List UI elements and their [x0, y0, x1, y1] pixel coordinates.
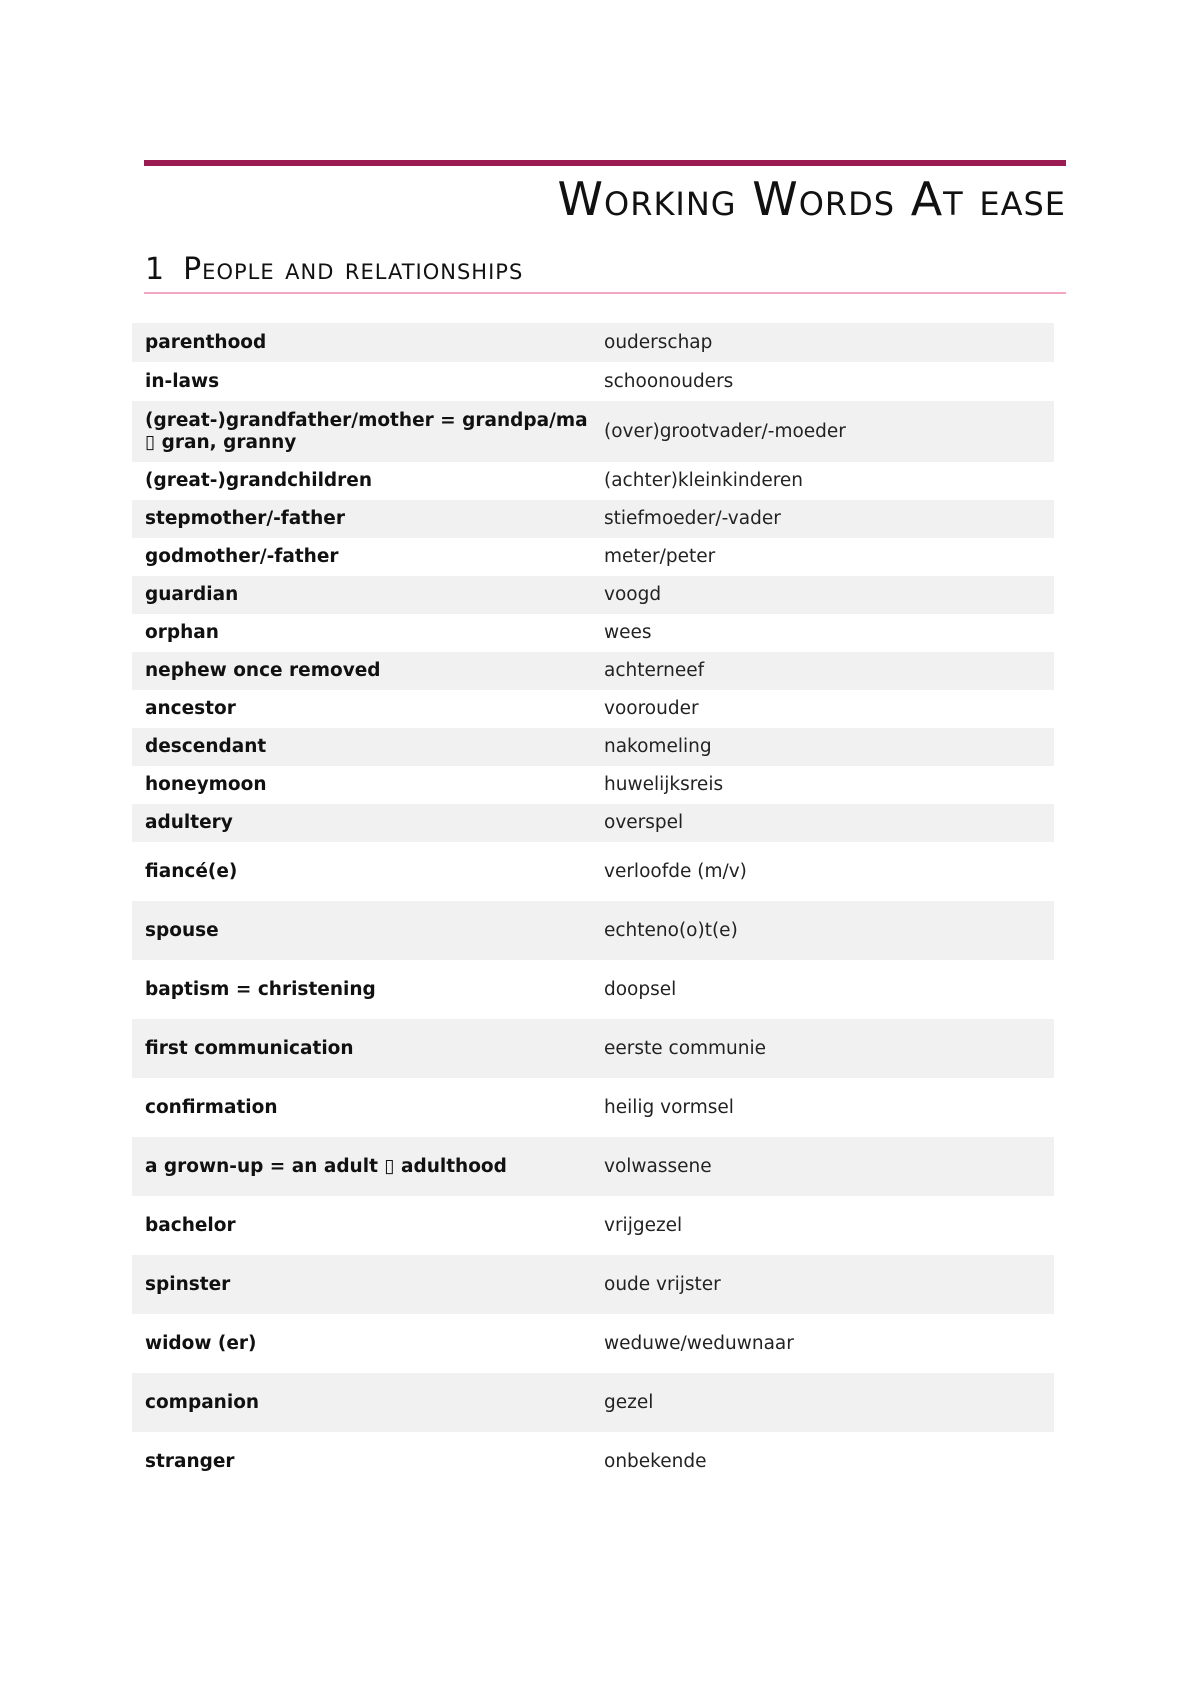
vocabulary-row [132, 614, 1054, 652]
vocabulary-row [132, 690, 1054, 728]
english-term: widow (er) [145, 1332, 257, 1354]
english-term: honeymoon [145, 774, 267, 795]
english-term: adultery [132, 804, 591, 842]
vocabulary-row [132, 1196, 1054, 1255]
vocabulary-row [132, 1314, 1054, 1373]
dutch-translation: achterneef [591, 652, 1054, 690]
vocabulary-row [132, 1432, 1054, 1491]
english-term: bachelor [145, 1214, 236, 1236]
english-term: (great-)grandchildren [145, 470, 372, 491]
section-rule [144, 292, 1066, 294]
dutch-translation: onbekende [604, 1450, 707, 1472]
english-term: ancestor [145, 698, 236, 719]
dutch-translation: stiefmoeder/-vader [591, 500, 1054, 538]
title-rule [144, 160, 1066, 166]
english-term: stepmother/-father [132, 500, 591, 538]
vocabulary-row [132, 576, 1054, 614]
dutch-translation: (achter)kleinkinderen [604, 470, 804, 491]
vocabulary-row [132, 766, 1054, 804]
dutch-translation: eerste communie [591, 1019, 1054, 1078]
vocabulary-row [132, 1137, 1054, 1196]
vocabulary-row [132, 1255, 1054, 1314]
vocabulary-row [132, 901, 1054, 960]
english-term: baptism = christening [145, 978, 376, 1000]
vocabulary-row [132, 538, 1054, 576]
dutch-translation: wees [604, 622, 652, 643]
vocabulary-row [132, 1373, 1054, 1432]
vocabulary-row [132, 960, 1054, 1019]
dutch-translation: voogd [591, 576, 1054, 614]
vocabulary-row [132, 652, 1054, 690]
dutch-translation: voorouder [604, 698, 699, 719]
english-term: in-laws [145, 370, 220, 392]
dutch-translation: oude vrijster [591, 1255, 1054, 1314]
dutch-translation: ouderschap [591, 323, 1054, 362]
english-term: orphan [145, 622, 219, 643]
english-term: descendant [132, 728, 591, 766]
vocabulary-row [132, 401, 1054, 462]
dutch-translation: verloofde (m/v) [604, 860, 747, 882]
dutch-translation: meter/peter [604, 546, 716, 567]
vocabulary-row [132, 842, 1054, 901]
english-term: spouse [132, 901, 591, 960]
english-term: a grown-up = an adult ▯ adulthood [132, 1137, 591, 1196]
english-term: stranger [145, 1450, 235, 1472]
dutch-translation: (over)grootvader/-moeder [591, 401, 1054, 462]
section-heading [145, 252, 523, 287]
english-term: companion [132, 1373, 591, 1432]
english-term: (great-)grandfather/mother = grandpa/ma ▯ gran, granny [132, 401, 591, 462]
vocabulary-row [132, 362, 1054, 401]
vocabulary-row [132, 462, 1054, 500]
dutch-translation: volwassene [591, 1137, 1054, 1196]
english-term: godmother/-father [145, 546, 339, 567]
dutch-translation: huwelijksreis [604, 774, 724, 795]
vocabulary-row [132, 804, 1054, 842]
document-title: Working Words At ease [557, 172, 1066, 226]
english-term: first communication [132, 1019, 591, 1078]
dutch-translation: overspel [591, 804, 1054, 842]
dutch-translation: vrijgezel [604, 1214, 683, 1236]
dutch-translation: nakomeling [591, 728, 1054, 766]
vocabulary-row [132, 1019, 1054, 1078]
english-term: parenthood [132, 323, 591, 362]
section-number: 1 [145, 252, 166, 287]
vocabulary-row [132, 500, 1054, 538]
english-term: guardian [132, 576, 591, 614]
vocabulary-row [132, 728, 1054, 766]
dutch-translation: weduwe/weduwnaar [604, 1332, 794, 1354]
dutch-translation: schoonouders [604, 370, 734, 392]
english-term: confirmation [145, 1096, 278, 1118]
vocabulary-table [132, 323, 1054, 1491]
section-title: People and relationships [183, 252, 524, 287]
english-term: spinster [132, 1255, 591, 1314]
english-term: nephew once removed [132, 652, 591, 690]
dutch-translation: echteno(o)t(e) [591, 901, 1054, 960]
english-term: fiancé(e) [145, 860, 238, 882]
dutch-translation: doopsel [604, 978, 677, 1000]
vocabulary-row [132, 323, 1054, 362]
dutch-translation: gezel [591, 1373, 1054, 1432]
dutch-translation: heilig vormsel [604, 1096, 734, 1118]
vocabulary-row [132, 1078, 1054, 1137]
